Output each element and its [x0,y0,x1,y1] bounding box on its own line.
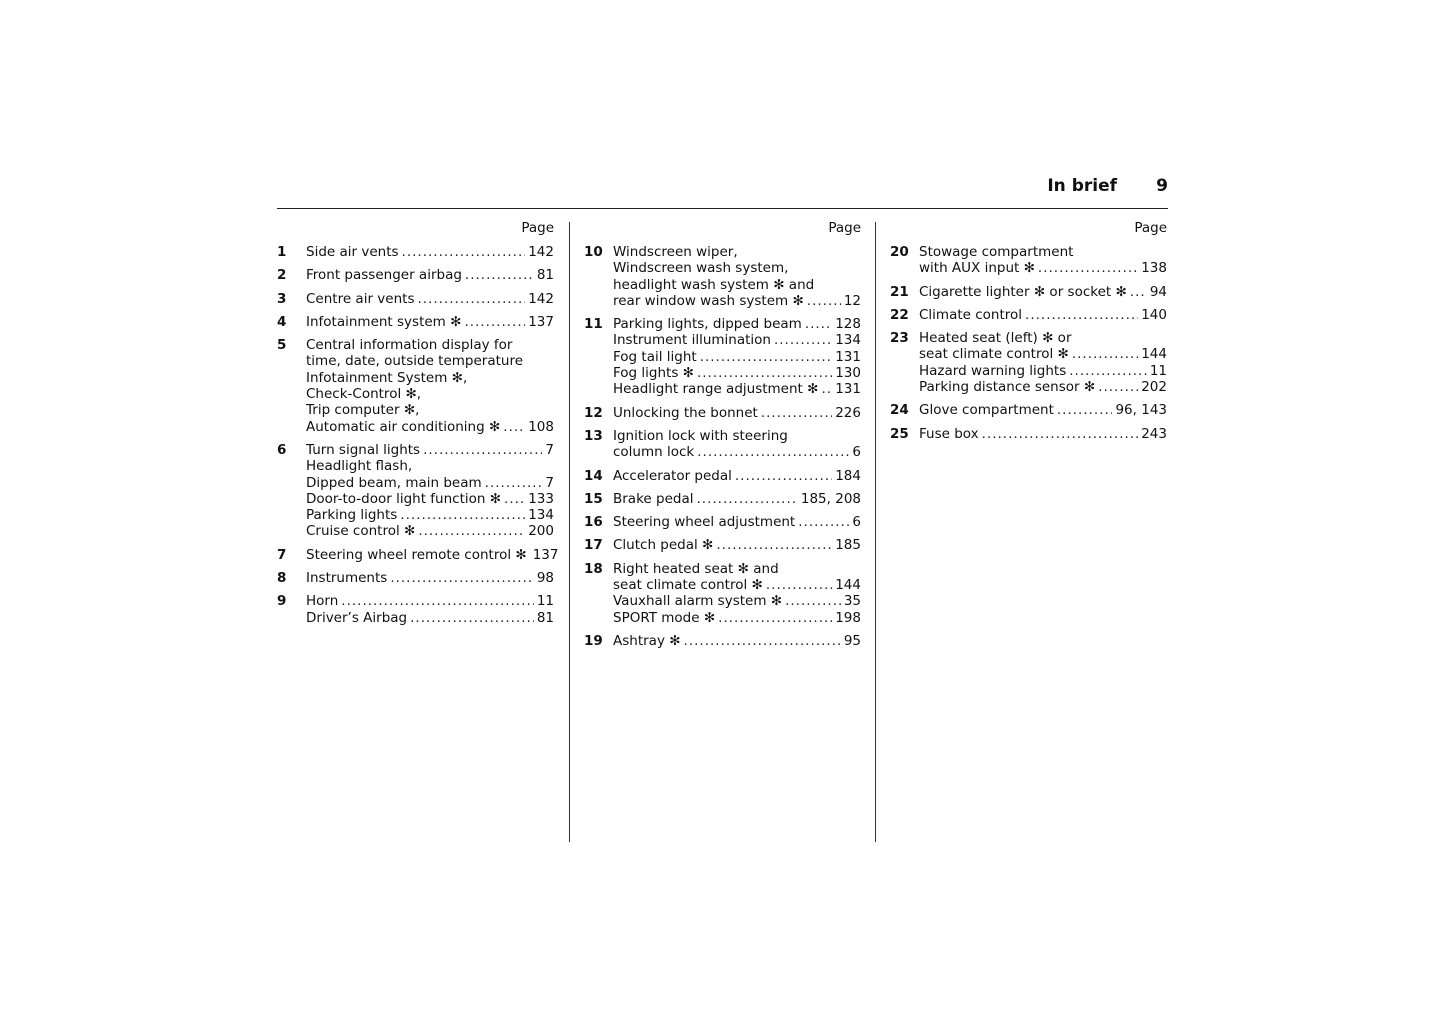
entry-line [613,349,861,365]
entry-line [613,444,861,460]
page-reference: 133 [528,490,554,507]
entry-line [306,244,554,260]
index-entry [584,537,861,553]
entry-line [613,277,861,293]
entry-label: Central information display for [306,337,513,354]
page-reference: 184 [835,467,861,484]
column-divider [569,222,570,842]
page-reference: 94 [1149,283,1167,300]
page-reference: 96, 143 [1115,402,1167,419]
entry-line [919,307,1167,323]
dot-leader [735,468,832,484]
item-number: 14 [584,467,603,484]
dot-leader [410,610,534,626]
entry-line [306,442,554,458]
entry-label: rear window wash system ✻ [613,292,804,309]
entry-label: Side air vents [306,244,399,260]
page-reference: 134 [835,332,861,349]
index-entry [277,546,559,563]
index-entry [277,267,554,283]
index-entry [890,244,1167,277]
dot-leader [485,475,543,491]
page-reference: 11 [1149,362,1167,379]
dot-leader [503,419,525,435]
page-reference: 144 [835,577,861,594]
entry-line [613,491,861,507]
entry-line [613,332,861,348]
page-reference: 202 [1141,379,1167,396]
entry-label: Ignition lock with steering [613,427,788,444]
item-number: 25 [890,425,909,442]
page-reference: 7 [545,441,554,458]
index-entry [890,330,1167,395]
entry-line [306,353,554,369]
index-entry [890,284,1167,300]
page-reference: 98 [536,570,554,587]
page-reference: 131 [835,348,861,365]
entry-line [306,402,554,418]
dot-leader [821,381,832,397]
entry-label: Centre air vents [306,290,415,307]
page-reference: 95 [843,632,861,649]
entry-line [613,293,861,309]
entry-label: Heated seat (left) ✻ or [919,330,1072,347]
item-number: 6 [277,441,287,458]
entry-label: seat climate control ✻ [613,577,763,594]
entry-line [306,337,554,353]
index-column-3 [890,220,1167,442]
dot-leader [1130,284,1147,300]
entry-line [613,381,861,397]
page-reference: 81 [536,267,554,284]
dot-leader [684,633,841,649]
entry-label: Infotainment system ✻ [306,313,462,330]
item-number: 11 [584,316,603,333]
item-number: 7 [277,546,287,563]
dot-leader [807,293,841,309]
entry-label: headlight wash system ✻ and [613,276,815,293]
page-reference: 12 [843,292,861,309]
entry-label: seat climate control ✻ [919,346,1069,363]
dot-leader [697,491,798,507]
entry-line [919,260,1167,276]
dot-leader [982,426,1139,442]
entry-line [306,291,554,307]
entry-label: Fuse box [919,425,979,442]
entry-label: Hazard warning lights [919,362,1067,379]
dot-leader [798,514,849,530]
dot-leader [761,405,832,421]
dot-leader [1098,379,1138,395]
entry-label: Cruise control ✻ [306,523,416,540]
entry-label: Accelerator pedal [613,467,732,484]
entry-line [613,633,861,649]
index-entry [584,514,861,530]
entry-line [613,405,861,421]
entry-line [306,314,554,330]
entry-label: Parking distance sensor ✻ [919,379,1096,396]
entry-line [306,419,554,435]
entry-label: Instrument illumination [613,332,771,349]
item-number: 13 [584,427,603,444]
dot-leader [402,244,526,260]
page-column-heading: Page [828,220,861,236]
index-entry [277,337,554,435]
entry-label: SPORT mode ✻ [613,609,716,626]
index-entry [584,428,861,461]
page-number: 9 [1156,176,1168,196]
entry-line [919,426,1167,442]
dot-leader [718,610,832,626]
dot-leader [1038,260,1138,276]
item-number: 19 [584,632,603,649]
entry-label: Horn [306,593,339,610]
entry-label: column lock [613,444,695,461]
entry-line [613,514,861,530]
page-reference: 137 [532,546,559,563]
dot-leader [465,267,534,283]
entry-line [306,475,554,491]
index-entry [277,291,554,307]
item-number: 23 [890,330,909,347]
entry-label: Cigarette lighter ✻ or socket ✻ [919,283,1127,300]
item-number: 16 [584,514,603,531]
entry-label: Brake pedal [613,490,694,507]
entry-line [306,267,554,283]
entry-label: Right heated seat ✻ and [613,560,779,577]
index-entry [277,570,554,586]
entry-label: Unlocking the bonnet [613,404,758,421]
entry-line [306,610,554,626]
dot-leader [418,523,525,539]
entry-line [613,577,861,593]
entry-line [306,491,554,507]
entry-line [919,379,1167,395]
entry-label: Clutch pedal ✻ [613,537,714,554]
dot-leader [785,593,841,609]
entry-label: Steering wheel adjustment [613,514,796,531]
entry-label: Headlight range adjustment ✻ [613,381,819,398]
entry-line [306,570,554,586]
index-entry [584,561,861,626]
entry-label: Steering wheel remote control ✻ [306,546,527,563]
item-number: 10 [584,244,603,260]
dot-leader [766,577,832,593]
index-entry [584,491,861,507]
entry-label: Driver’s Airbag [306,609,408,626]
page-reference: 35 [843,593,861,610]
index-column-2 [584,220,861,649]
page-reference: 6 [852,514,861,531]
item-number: 1 [277,244,287,260]
entry-label: Fog tail light [613,348,697,365]
entry-line [613,428,861,444]
entry-label: Headlight flash, [306,458,413,475]
dot-leader [400,507,525,523]
item-number: 24 [890,402,909,419]
entry-line [306,546,559,563]
entry-line [613,593,861,609]
item-number: 21 [890,283,909,300]
index-entry [277,314,554,330]
page-reference: 198 [835,609,861,626]
entry-line [306,386,554,402]
entry-label: Vauxhall alarm system ✻ [613,593,783,610]
item-number: 18 [584,560,603,577]
entry-line [613,610,861,626]
item-number: 15 [584,490,603,507]
page-reference: 6 [852,444,861,461]
page-reference: 142 [528,290,554,307]
entry-line [919,284,1167,300]
page-reference: 137 [528,313,554,330]
item-number: 22 [890,306,909,323]
item-number: 3 [277,290,287,307]
dot-leader [774,332,832,348]
page-column-heading: Page [1134,220,1167,236]
index-entry [890,307,1167,323]
entry-label: Glove compartment [919,402,1054,419]
entry-line [613,537,861,553]
entry-line [613,468,861,484]
page-reference: 81 [536,609,554,626]
dot-leader [341,593,534,609]
entry-label: Parking lights, dipped beam [613,316,802,333]
entry-label: Check-Control ✻, [306,386,422,403]
entry-line [919,402,1167,418]
index-entry [584,316,861,397]
dot-leader [697,444,849,460]
dot-leader [1069,363,1147,379]
entry-label: Automatic air conditioning ✻ [306,418,501,435]
index-column-1 [277,220,559,626]
entry-line [306,370,554,386]
entry-label: Parking lights [306,507,398,524]
entry-line [613,244,861,260]
page-reference: 128 [835,316,861,333]
entry-label: Door-to-door light function ✻ [306,490,502,507]
page-reference: 7 [545,474,554,491]
page-reference: 185, 208 [800,490,861,507]
page-header [277,174,1168,209]
dot-leader [1025,307,1138,323]
index-entry [584,405,861,421]
page-reference: 142 [528,244,554,260]
page-column-heading: Page [521,220,554,236]
dot-leader [417,291,525,307]
item-number: 8 [277,570,287,587]
dot-leader [390,570,534,586]
dot-leader [464,314,525,330]
entry-label: Windscreen wash system, [613,260,789,277]
item-number: 5 [277,337,287,354]
entry-line [306,593,554,609]
entry-label: Windscreen wiper, [613,244,738,260]
entry-line [306,507,554,523]
page-reference: 200 [528,523,554,540]
entry-line [613,316,861,332]
column-divider [875,222,876,842]
index-entry [277,244,554,260]
item-number: 20 [890,244,909,260]
item-number: 9 [277,593,287,610]
page-reference: 144 [1141,346,1167,363]
page-reference: 138 [1141,260,1167,277]
entry-label: Dipped beam, main beam [306,474,482,491]
dot-leader [1057,402,1113,418]
entry-line [919,330,1167,346]
page-reference: 134 [528,507,554,524]
index-entry [584,633,861,649]
dot-leader [716,537,832,553]
item-number: 17 [584,537,603,554]
dot-leader [504,491,525,507]
entry-label: Infotainment System ✻, [306,369,468,386]
entry-line [613,260,861,276]
index-entry [890,426,1167,442]
page-reference: 11 [536,593,554,610]
page-reference: 131 [835,381,861,398]
index-entry [890,402,1167,418]
entry-label: time, date, outside temperature [306,353,524,370]
page-reference: 243 [1141,425,1167,442]
index-entry [277,442,554,540]
page-reference: 130 [835,365,861,382]
page-reference: 226 [835,404,861,421]
dot-leader [697,365,832,381]
item-number: 12 [584,404,603,421]
page-reference: 185 [835,537,861,554]
entry-label: Fog lights ✻ [613,365,694,382]
entry-line [919,363,1167,379]
entry-label: Ashtray ✻ [613,632,681,649]
entry-label: Front passenger airbag [306,267,462,284]
item-number: 4 [277,313,287,330]
index-entry [584,468,861,484]
dot-leader [805,316,832,332]
entry-label: Turn signal lights [306,441,421,458]
entry-line [919,244,1167,260]
item-number: 2 [277,267,287,284]
dot-leader [1072,346,1138,362]
entry-label: Stowage compartment [919,244,1074,260]
entry-line [613,561,861,577]
section-title: In brief [1047,176,1117,196]
entry-line [919,346,1167,362]
entry-label: Climate control [919,306,1023,323]
entry-line [306,458,554,474]
entry-label: Instruments [306,570,388,587]
page-reference: 140 [1141,306,1167,323]
index-entry [277,593,554,626]
entry-line [306,523,554,539]
index-entry [584,244,861,309]
page-reference: 108 [528,418,554,435]
dot-leader [423,442,542,458]
entry-label: with AUX input ✻ [919,260,1035,277]
entry-line [613,365,861,381]
entry-label: Trip computer ✻, [306,402,420,419]
dot-leader [700,349,833,365]
